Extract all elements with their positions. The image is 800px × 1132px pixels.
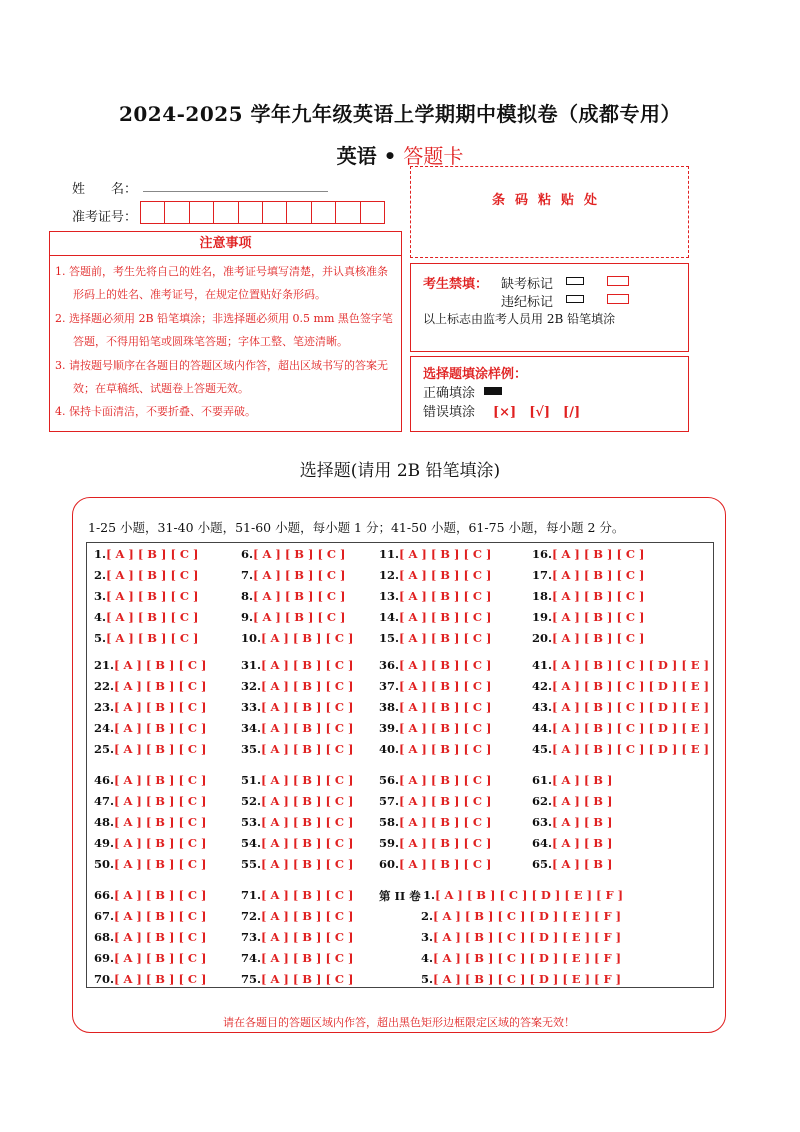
answer-options[interactable]: [ A ] [ B ] [ C ] [399, 794, 492, 808]
question-row[interactable] [379, 658, 492, 672]
question-row[interactable] [379, 836, 492, 850]
name-label: 姓 名： [72, 182, 138, 197]
question-row[interactable] [379, 547, 492, 561]
question-row[interactable] [94, 888, 207, 902]
question-number: 35. [241, 742, 262, 756]
question-row[interactable] [532, 610, 645, 624]
answer-options[interactable]: [ A ] [ B ] [ C ] [399, 679, 492, 693]
question-row[interactable] [379, 679, 492, 693]
question-row[interactable] [241, 930, 354, 944]
answer-options[interactable]: [ A ] [ B ] [ C ] [114, 836, 207, 850]
answer-options[interactable]: [ A ] [ B ] [ C ] [552, 631, 645, 645]
question-row[interactable] [94, 815, 207, 829]
answer-options[interactable]: [ A ] [ B ] [ C ] [261, 679, 354, 693]
question-number: 61. [532, 773, 553, 787]
question-number: 2. [421, 909, 434, 923]
question-row[interactable] [94, 658, 207, 672]
question-row[interactable] [421, 951, 621, 965]
answer-options[interactable]: [ A ] [ B ] [ C ] [114, 888, 207, 902]
question-number: 42. [532, 679, 553, 693]
question-number: 37. [379, 679, 400, 693]
question-number: 64. [532, 836, 553, 850]
absent-mark-box[interactable] [607, 276, 629, 286]
question-number: 55. [241, 857, 262, 871]
question-row[interactable] [241, 742, 354, 756]
id-digit-box[interactable] [140, 201, 165, 224]
answer-options[interactable]: [ A ] [ B ] [ C ] [552, 568, 645, 582]
question-number: 46. [94, 773, 115, 787]
question-row[interactable] [421, 909, 621, 923]
question-row[interactable] [94, 972, 207, 986]
question-row[interactable] [532, 815, 612, 829]
question-number: 15. [379, 631, 400, 645]
answer-options[interactable]: [ A ] [ B ] [ C ] [114, 742, 207, 756]
question-number: 38. [379, 700, 400, 714]
violation-mark-box[interactable] [607, 294, 629, 304]
answer-options[interactable]: [ A ] [ B ] [ C ] [399, 742, 492, 756]
question-row[interactable] [532, 857, 612, 871]
question-row[interactable] [421, 930, 621, 944]
answer-options[interactable]: [ A ] [ B ] [ C ] [106, 610, 199, 624]
question-number: 32. [241, 679, 262, 693]
question-number: 58. [379, 815, 400, 829]
question-number: 21. [94, 658, 115, 672]
page-subtitle [0, 140, 800, 169]
notice-box [49, 231, 402, 432]
question-number: 47. [94, 794, 115, 808]
notice-heading: 注意事项 [50, 232, 401, 256]
question-number: 5. [94, 631, 107, 645]
question-number: 25. [94, 742, 115, 756]
answer-options[interactable]: [ A ] [ B ] [ C ] [114, 679, 207, 693]
ban-label: 考生禁填： [423, 277, 489, 292]
question-number: 72. [241, 909, 262, 923]
answer-options[interactable]: [ A ] [ B ] [ C ] [ D ] [ E ] [ F ] [433, 972, 622, 986]
question-row[interactable] [423, 888, 623, 902]
answer-options[interactable]: [ A ] [ B ] [ C ] [ D ] [ E ] [552, 700, 710, 714]
answer-options[interactable]: [ A ] [ B ] [ C ] [253, 610, 346, 624]
question-row[interactable] [379, 794, 492, 808]
wrong-fill-label: 错误填涂 [423, 405, 476, 420]
question-number: 53. [241, 815, 262, 829]
question-number: 66. [94, 888, 115, 902]
question-number: 6. [241, 547, 254, 561]
answer-options[interactable]: [ A ] [ B ] [ C ] [399, 658, 492, 672]
question-number: 67. [94, 909, 115, 923]
question-row[interactable] [241, 589, 346, 603]
answer-options[interactable]: [ A ] [ B ] [ C ] [253, 589, 346, 603]
question-row[interactable] [94, 547, 199, 561]
answer-options[interactable]: [ A ] [ B ] [ C ] [ D ] [ E ] [552, 658, 710, 672]
question-number: 23. [94, 700, 115, 714]
question-number: 40. [379, 742, 400, 756]
question-row[interactable] [241, 836, 354, 850]
question-row[interactable] [241, 951, 354, 965]
absent-sample-mark [566, 277, 584, 285]
answer-options[interactable]: [ A ] [ B ] [ C ] [399, 773, 492, 787]
answer-options[interactable]: [ A ] [ B ] [ C ] [261, 909, 354, 923]
id-digit-box[interactable] [164, 201, 189, 224]
question-number: 4. [94, 610, 107, 624]
question-row[interactable] [532, 679, 709, 693]
answer-options[interactable]: [ A ] [ B ] [ C ] [399, 568, 492, 582]
question-number: 70. [94, 972, 115, 986]
subtitle-subject: 英语 • [336, 144, 397, 168]
question-number: 12. [379, 568, 400, 582]
answer-options[interactable]: [ A ] [ B ] [ C ] [106, 547, 199, 561]
page-title: 2024-2025 学年九年级英语上学期期中模拟卷（成都专用） [118, 102, 682, 126]
question-row[interactable] [532, 742, 709, 756]
answer-options[interactable]: [ A ] [ B ] [ C ] [114, 658, 207, 672]
answer-options[interactable]: [ A ] [ B ] [ C ] [261, 930, 354, 944]
question-row[interactable] [241, 658, 354, 672]
answer-options[interactable]: [ A ] [ B ] [ C ] [399, 547, 492, 561]
answer-options[interactable]: [ A ] [ B ] [ C ] [253, 568, 346, 582]
question-row[interactable] [379, 857, 492, 871]
answer-options[interactable]: [ A ] [ B ] [552, 857, 613, 871]
question-row[interactable] [379, 815, 492, 829]
answer-options[interactable]: [ A ] [ B ] [552, 794, 613, 808]
question-number: 59. [379, 836, 400, 850]
question-row[interactable] [532, 721, 709, 735]
question-row[interactable] [241, 547, 346, 561]
answer-options[interactable]: [ A ] [ B ] [ C ] [552, 547, 645, 561]
id-digit-box[interactable] [262, 201, 287, 224]
answer-options[interactable]: [ A ] [ B ] [ C ] [ D ] [ E ] [552, 679, 710, 693]
answer-options[interactable]: [ A ] [ B ] [ C ] [261, 742, 354, 756]
question-number: 7. [241, 568, 254, 582]
question-number: 45. [532, 742, 553, 756]
question-number: 18. [532, 589, 553, 603]
question-row[interactable] [94, 794, 207, 808]
question-row[interactable] [94, 568, 199, 582]
question-number: 1. [94, 547, 107, 561]
answer-options[interactable]: [ A ] [ B ] [ C ] [399, 610, 492, 624]
question-number: 34. [241, 721, 262, 735]
answer-options[interactable]: [ A ] [ B ] [ C ] [114, 815, 207, 829]
question-row[interactable] [241, 794, 354, 808]
answer-options[interactable]: [ A ] [ B ] [ C ] [399, 857, 492, 871]
question-row[interactable] [532, 589, 645, 603]
question-number: 10. [241, 631, 262, 645]
examiner-only-box [410, 263, 689, 352]
absent-mark-label: 缺考标记 [501, 277, 554, 292]
question-number: 13. [379, 589, 400, 603]
answer-options[interactable]: [ A ] [ B ] [ C ] [552, 589, 645, 603]
question-row[interactable] [241, 773, 354, 787]
question-row[interactable] [94, 700, 207, 714]
question-row[interactable] [379, 721, 492, 735]
question-row[interactable] [532, 658, 709, 672]
question-row[interactable] [241, 568, 346, 582]
fill-sample-box [410, 356, 689, 432]
id-digit-box[interactable] [238, 201, 263, 224]
question-row[interactable] [94, 589, 199, 603]
question-number: 44. [532, 721, 553, 735]
question-row[interactable] [241, 700, 354, 714]
id-label: 准考证号： [72, 210, 138, 225]
answer-options[interactable]: [ A ] [ B ] [ C ] [114, 773, 207, 787]
question-row[interactable] [94, 610, 199, 624]
answer-options[interactable]: [ A ] [ B ] [552, 836, 613, 850]
question-row[interactable] [94, 930, 207, 944]
question-row[interactable] [379, 773, 492, 787]
question-number: 51. [241, 773, 262, 787]
barcode-label: 条码粘贴处 [491, 193, 607, 208]
question-number: 19. [532, 610, 553, 624]
id-digit-box[interactable] [311, 201, 336, 224]
answer-options[interactable]: [ A ] [ B ] [ C ] [261, 721, 354, 735]
correct-fill-mark [484, 387, 502, 395]
answer-options[interactable]: [ A ] [ B ] [ C ] [ D ] [ E ] [ F ] [433, 909, 622, 923]
answer-warning: 请在各题目的答题区域内作答，超出黑色矩形边框限定区域的答案无效！ [223, 1016, 575, 1029]
answer-options[interactable]: [ A ] [ B ] [ C ] [261, 700, 354, 714]
question-number: 49. [94, 836, 115, 850]
answer-options[interactable]: [ A ] [ B ] [ C ] [399, 836, 492, 850]
question-number: 57. [379, 794, 400, 808]
question-number: 3. [421, 930, 434, 944]
answer-options[interactable]: [ A ] [ B ] [ C ] [114, 794, 207, 808]
answer-options[interactable]: [ A ] [ B ] [ C ] [399, 721, 492, 735]
question-number: 69. [94, 951, 115, 965]
question-number: 24. [94, 721, 115, 735]
answer-options[interactable]: [ A ] [ B ] [ C ] [106, 568, 199, 582]
question-row[interactable] [532, 836, 612, 850]
answer-options[interactable]: [ A ] [ B ] [ C ] [399, 700, 492, 714]
answer-options[interactable]: [ A ] [ B ] [ C ] [114, 951, 207, 965]
question-number: 9. [241, 610, 254, 624]
question-number: 1. [423, 888, 436, 902]
part2-label: 第 II 卷 [379, 889, 421, 903]
question-row[interactable] [421, 972, 621, 986]
question-row[interactable] [532, 568, 645, 582]
question-number: 39. [379, 721, 400, 735]
question-number: 11. [379, 547, 400, 561]
question-number: 3. [94, 589, 107, 603]
answer-options[interactable]: [ A ] [ B ] [ C ] [253, 547, 346, 561]
answer-options[interactable]: [ A ] [ B ] [ C ] [261, 888, 354, 902]
question-number: 54. [241, 836, 262, 850]
question-row[interactable] [241, 888, 354, 902]
question-row[interactable] [241, 631, 354, 645]
scoring-note: 1-25 小题，31-40 小题，51-60 小题，每小题 1 分；41-50 小题，61-75 小题，每小题 2 分。 [88, 520, 625, 535]
answer-options[interactable]: [ A ] [ B ] [ C ] [114, 721, 207, 735]
question-row[interactable] [379, 631, 492, 645]
question-number: 75. [241, 972, 262, 986]
answer-options[interactable]: [ A ] [ B ] [ C ] [261, 631, 354, 645]
answer-options[interactable]: [ A ] [ B ] [ C ] [399, 631, 492, 645]
question-row[interactable] [94, 679, 207, 693]
violation-mark-label: 违纪标记 [501, 295, 554, 310]
answer-options[interactable]: [ A ] [ B ] [552, 815, 613, 829]
answer-options[interactable]: [ A ] [ B ] [ C ] [261, 815, 354, 829]
notice-item: 2. 选择题必须用 2B 铅笔填涂；非选择题必须用 0.5 mm 黑色签字笔答题，不得用铅笔或圆珠笔答题；字体工整、笔迹清晰。 [55, 311, 393, 349]
ban-note: 以上标志由监考人员用 2B 铅笔填涂 [423, 312, 616, 326]
question-row[interactable] [241, 857, 354, 871]
question-row[interactable] [532, 794, 612, 808]
question-number: 33. [241, 700, 262, 714]
question-number: 60. [379, 857, 400, 871]
answer-options[interactable]: [ A ] [ B ] [ C ] [114, 909, 207, 923]
question-row[interactable] [532, 773, 612, 787]
question-number: 71. [241, 888, 262, 902]
question-row[interactable] [94, 721, 207, 735]
answer-options[interactable]: [ A ] [ B ] [ C ] [261, 773, 354, 787]
correct-fill-label: 正确填涂 [423, 386, 476, 401]
question-number: 74. [241, 951, 262, 965]
question-number: 52. [241, 794, 262, 808]
answer-options[interactable]: [ A ] [ B ] [ C ] [261, 836, 354, 850]
answer-options[interactable]: [ A ] [ B ] [ C ] [261, 658, 354, 672]
question-number: 16. [532, 547, 553, 561]
question-row[interactable] [241, 972, 354, 986]
question-row[interactable] [241, 815, 354, 829]
question-number: 2. [94, 568, 107, 582]
question-number: 50. [94, 857, 115, 871]
answer-options[interactable]: [ A ] [ B ] [ C ] [261, 794, 354, 808]
question-number: 4. [421, 951, 434, 965]
question-number: 63. [532, 815, 553, 829]
subtitle-card: 答题卡 [403, 144, 464, 168]
question-row[interactable] [94, 773, 207, 787]
question-row[interactable] [379, 589, 492, 603]
answer-grid [86, 542, 714, 988]
notice-item: 3. 请按题号顺序在各题目的答题区域内作答，超出区域书写的答案无效；在草稿纸、试题卷上答题无效。 [55, 358, 388, 396]
question-row[interactable] [94, 631, 199, 645]
question-number: 73. [241, 930, 262, 944]
answer-options[interactable]: [ A ] [ B ] [ C ] [ D ] [ E ] [552, 742, 710, 756]
question-number: 8. [241, 589, 254, 603]
notice-item: 1. 答题前，考生先将自己的姓名，准考证号填写清楚，并认真核准条形码上的姓名、准考证号，在规定位置贴好条形码。 [55, 265, 388, 302]
answer-options[interactable]: [ A ] [ B ] [ C ] [106, 631, 199, 645]
question-number: 62. [532, 794, 553, 808]
answer-options[interactable]: [ A ] [ B ] [ C ] [261, 951, 354, 965]
question-row[interactable] [94, 836, 207, 850]
answer-options[interactable]: [ A ] [ B ] [ C ] [106, 589, 199, 603]
id-digit-box[interactable] [360, 201, 385, 224]
id-digit-box[interactable] [286, 201, 311, 224]
question-row[interactable] [94, 857, 207, 871]
notice-item: 4. 保持卡面清洁，不要折叠、不要弄破。 [55, 405, 256, 419]
question-row[interactable] [379, 610, 492, 624]
answer-options[interactable]: [ A ] [ B ] [ C ] [ D ] [ E ] [ F ] [433, 951, 622, 965]
section-title: 选择题(请用 2B 铅笔填涂) [299, 461, 501, 481]
question-row[interactable] [94, 742, 207, 756]
question-row[interactable] [379, 742, 492, 756]
question-row[interactable] [94, 951, 207, 965]
notice-list [50, 256, 401, 424]
question-number: 68. [94, 930, 115, 944]
id-digit-box[interactable] [213, 201, 238, 224]
id-digit-box[interactable] [189, 201, 214, 224]
question-row[interactable] [94, 909, 207, 923]
answer-options[interactable]: [ A ] [ B ] [ C ] [114, 857, 207, 871]
barcode-area [410, 166, 689, 258]
question-row[interactable] [241, 679, 354, 693]
id-digit-box[interactable] [335, 201, 360, 224]
question-number: 14. [379, 610, 400, 624]
question-row[interactable] [532, 700, 709, 714]
question-number: 41. [532, 658, 553, 672]
answer-options[interactable]: [ A ] [ B ] [ C ] [114, 700, 207, 714]
name-field[interactable] [143, 191, 328, 192]
question-row[interactable] [532, 631, 645, 645]
question-number: 43. [532, 700, 553, 714]
question-number: 22. [94, 679, 115, 693]
id-number-boxes[interactable] [140, 201, 384, 224]
question-row[interactable] [241, 610, 346, 624]
question-number: 5. [421, 972, 434, 986]
answer-options[interactable]: [ A ] [ B ] [ C ] [ D ] [ E ] [552, 721, 710, 735]
question-number: 31. [241, 658, 262, 672]
answer-options[interactable]: [ A ] [ B ] [ C ] [ D ] [ E ] [ F ] [433, 930, 622, 944]
answer-options[interactable]: [ A ] [ B ] [ C ] [399, 589, 492, 603]
question-row[interactable] [532, 547, 645, 561]
wrong-fill-marks: [×] [√] [/] [493, 405, 581, 420]
question-row[interactable] [241, 721, 354, 735]
question-row[interactable] [379, 700, 492, 714]
answer-options[interactable]: [ A ] [ B ] [ C ] [114, 972, 207, 986]
violation-sample-mark [566, 295, 584, 303]
answer-options[interactable]: [ A ] [ B ] [ C ] [ D ] [ E ] [ F ] [435, 888, 624, 902]
answer-options[interactable]: [ A ] [ B ] [552, 773, 613, 787]
question-number: 65. [532, 857, 553, 871]
sample-heading: 选择题填涂样例： [423, 367, 528, 382]
question-row[interactable] [241, 909, 354, 923]
question-number: 56. [379, 773, 400, 787]
answer-options[interactable]: [ A ] [ B ] [ C ] [261, 972, 354, 986]
answer-area [72, 497, 726, 1033]
question-number: 36. [379, 658, 400, 672]
answer-options[interactable]: [ A ] [ B ] [ C ] [261, 857, 354, 871]
question-row[interactable] [379, 568, 492, 582]
question-number: 20. [532, 631, 553, 645]
answer-options[interactable]: [ A ] [ B ] [ C ] [114, 930, 207, 944]
answer-options[interactable]: [ A ] [ B ] [ C ] [399, 815, 492, 829]
answer-options[interactable]: [ A ] [ B ] [ C ] [552, 610, 645, 624]
question-number: 48. [94, 815, 115, 829]
question-number: 17. [532, 568, 553, 582]
